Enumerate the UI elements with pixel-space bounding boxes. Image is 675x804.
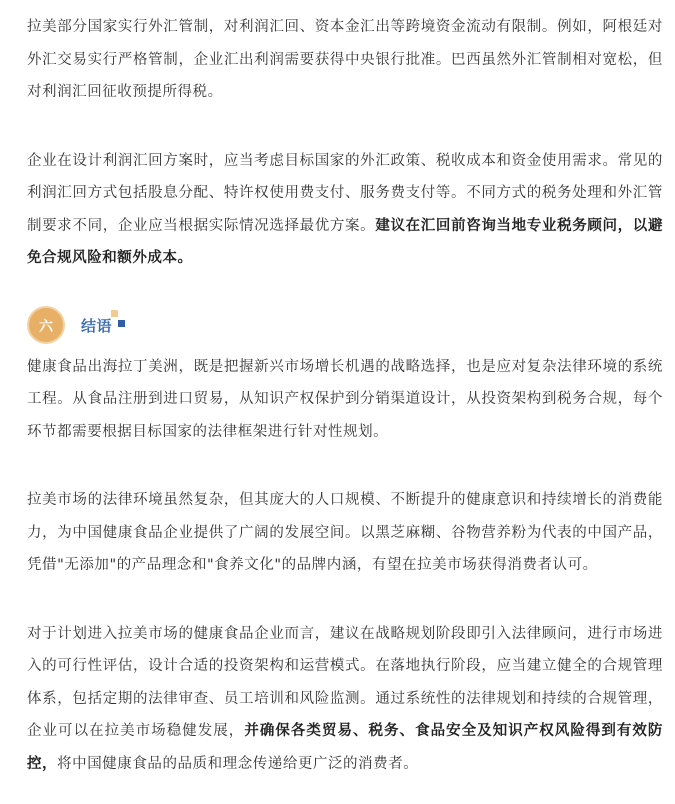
decorative-square-icon [111,310,118,317]
paragraph-fx-controls: 拉美部分国家实行外汇管制，对利润汇回、资本金汇出等跨境资金流动有限制。例如，阿根廷对外汇交易实行严格管制，企业汇出利润需要获得中央银行批准。巴西虽然外汇管制相对宽松，但对利润汇回征收预提所得税。 [27,19,663,100]
section-title: 结语 [81,317,113,335]
decorative-square-icon [118,320,125,327]
article-body [27,0,663,780]
section-number-badge: 六 [27,306,65,344]
section-heading-conclusion [27,306,187,346]
paragraph-conclusion-intro: 健康食品出海拉丁美洲，既是把握新兴市场增长机遇的战略选择，也是应对复杂法律环境的系统工程。从食品注册到进口贸易，从知识产权保护到分销渠道设计，从投资架构到税务合规，每个环节都需要根据目标国家的法律框架进行针对性规划。 [27,358,663,440]
paragraph-emphasis: 建议在汇回前咨询当地专业税务顾问，以避免合规风险和额外成本。 [27,217,664,266]
paragraph-emphasis: 并确保各类贸易、税务、食品安全及知识产权风险得到有效防控， [27,723,663,772]
paragraph-recommendation [27,618,663,781]
paragraph-market-opportunity: 拉美市场的法律环境虽然复杂，但其庞大的人口规模、不断提升的健康意识和持续增长的消费能力，为中国健康食品企业提供了广阔的发展空间。以黑芝麻糊、谷物营养粉为代表的中国产品，凭借"无添加"的产品理念和"食养文化"的品牌内涵，有望在拉美市场获得消费者认可。 [27,492,663,573]
paragraph-text: 对于计划进入拉美市场的健康食品企业而言，建议在战略规划阶段即引入法律顾问，进行市场进入的可行性评估，设计合适的投资架构和运营模式。在落地执行阶段，应当建立健全的合规管理体系，包括定期的法律审查、员工培训和风险监测。通过系统性的法律规划和持续的合规管理，企业可以在拉美市场稳健发展， [27,625,663,739]
paragraph-text-tail: 将中国健康食品的品质和理念传递给更广泛的消费者。 [57,755,419,772]
paragraph-profit-repatriation [27,145,663,275]
paragraph-text: 企业在设计利润汇回方案时，应当考虑目标国家的外汇政策、税收成本和资金使用需求。常见的利润汇回方式包括股息分配、特许权使用费支付、服务费支付等。不同方式的税务处理和外汇管制要求不同，企业应当根据实际情况选择最优方案。 [27,152,663,234]
